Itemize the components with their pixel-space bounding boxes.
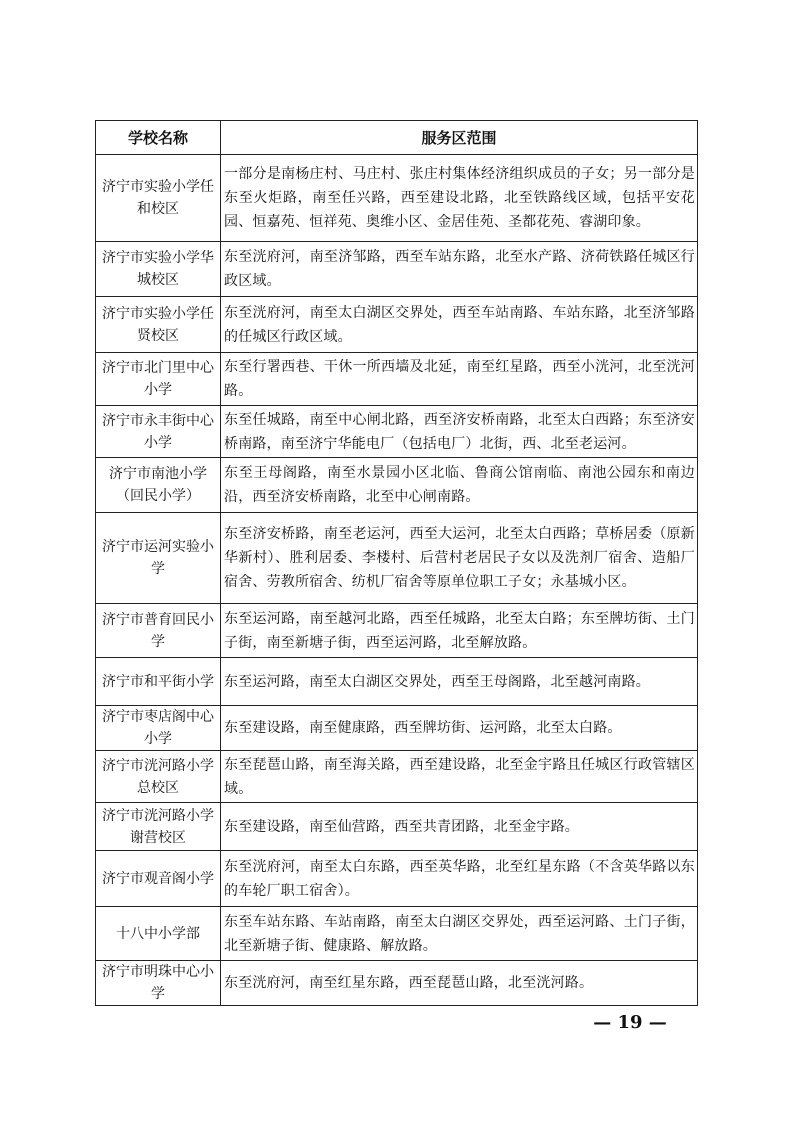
school-name: 济宁市和平街小学 bbox=[96, 658, 221, 706]
table-row bbox=[96, 458, 698, 513]
service-area: 东至建设路，南至仙营路，西至共青团路，北至金宇路。 bbox=[221, 803, 698, 851]
service-area: 东至行署西巷、干休一所西墙及北延，南至红星路，西至小洸河，北至洸河路。 bbox=[221, 353, 698, 406]
service-area: 东至任城路，南至中心闸北路，西至济安桥南路，北至太白西路；东至济安桥南路，南至济宁华能电厂（包括电厂）北街，西、北至老运河。 bbox=[221, 406, 698, 458]
table-row bbox=[96, 907, 698, 961]
table-row bbox=[96, 297, 698, 353]
service-area: 东至洸府河，南至太白东路，西至英华路，北至红星东路（不含英华路以东的车轮厂职工宿舍）。 bbox=[221, 851, 698, 907]
school-name: 济宁市观音阁小学 bbox=[96, 851, 221, 907]
school-name: 济宁市永丰街中心小学 bbox=[96, 406, 221, 458]
service-area-table bbox=[95, 120, 698, 1006]
school-name: 济宁市南池小学（回民小学） bbox=[96, 458, 221, 513]
page-number: — 19 — bbox=[593, 1012, 667, 1033]
table-row bbox=[96, 658, 698, 706]
table-row bbox=[96, 406, 698, 458]
table-row bbox=[96, 961, 698, 1006]
table-row bbox=[96, 604, 698, 658]
school-name: 济宁市明珠中心小学 bbox=[96, 961, 221, 1006]
service-area: 东至洸府河，南至太白湖区交界处，西至车站南路、车站东路，北至济邹路的任城区行政区域。 bbox=[221, 297, 698, 353]
school-name: 济宁市运河实验小学 bbox=[96, 513, 221, 604]
school-name: 济宁市实验小学华城校区 bbox=[96, 242, 221, 297]
table-row bbox=[96, 851, 698, 907]
table-row bbox=[96, 155, 698, 242]
school-name: 济宁市北门里中心小学 bbox=[96, 353, 221, 406]
school-name: 济宁市枣店阁中心小学 bbox=[96, 706, 221, 751]
school-name: 济宁市洸河路小学总校区 bbox=[96, 751, 221, 803]
table-row bbox=[96, 242, 698, 297]
table-row bbox=[96, 751, 698, 803]
table-row bbox=[96, 803, 698, 851]
service-area: 东至王母阁路，南至水景园小区北临、鲁商公馆南临、南池公园东和南边沿，西至济安桥南路，北至中心闸南路。 bbox=[221, 458, 698, 513]
service-area: 东至洸府河，南至济邹路，西至车站东路，北至水产路、济荷铁路任城区行政区域。 bbox=[221, 242, 698, 297]
school-name: 济宁市实验小学任贤校区 bbox=[96, 297, 221, 353]
service-area: 东至琵琶山路，南至海关路，西至建设路，北至金宇路且任城区行政管辖区域。 bbox=[221, 751, 698, 803]
service-area: 东至运河路，南至太白湖区交界处，西至王母阁路，北至越河南路。 bbox=[221, 658, 698, 706]
service-area: 东至洸府河，南至红星东路，西至琵琶山路，北至洸河路。 bbox=[221, 961, 698, 1006]
service-area: 东至车站东路、车站南路，南至太白湖区交界处，西至运河路、土门子街，北至新塘子街、健康路、解放路。 bbox=[221, 907, 698, 961]
service-area: 东至济安桥路，南至老运河，西至大运河，北至太白西路；草桥居委（原新华新村）、胜利居委、李楼村、后营村老居民子女以及洗剂厂宿舍、造船厂宿舍、劳教所宿舍、纺机厂宿舍等原单位职工子女；永基城小区。 bbox=[221, 513, 698, 604]
table-header-row bbox=[96, 121, 698, 155]
table-row bbox=[96, 706, 698, 751]
service-area: 东至建设路，南至健康路，西至牌坊街、运河路，北至太白路。 bbox=[221, 706, 698, 751]
service-area: 东至运河路，南至越河北路，西至任城路，北至太白路；东至牌坊街、土门子街，南至新塘子街，西至运河路，北至解放路。 bbox=[221, 604, 698, 658]
school-name: 十八中小学部 bbox=[96, 907, 221, 961]
school-name: 济宁市洸河路小学谢营校区 bbox=[96, 803, 221, 851]
school-name: 济宁市普育回民小学 bbox=[96, 604, 221, 658]
column-header-school: 学校名称 bbox=[96, 121, 221, 155]
table-row bbox=[96, 353, 698, 406]
service-area: 一部分是南杨庄村、马庄村、张庄村集体经济组织成员的子女；另一部分是东至火炬路，南至任兴路，西至建设北路，北至铁路线区域，包括平安花园、恒嘉苑、恒祥苑、奥维小区、金居佳苑、圣都花苑、睿湖印象。 bbox=[221, 155, 698, 242]
school-name: 济宁市实验小学任和校区 bbox=[96, 155, 221, 242]
table-row bbox=[96, 513, 698, 604]
column-header-area: 服务区范围 bbox=[221, 121, 698, 155]
